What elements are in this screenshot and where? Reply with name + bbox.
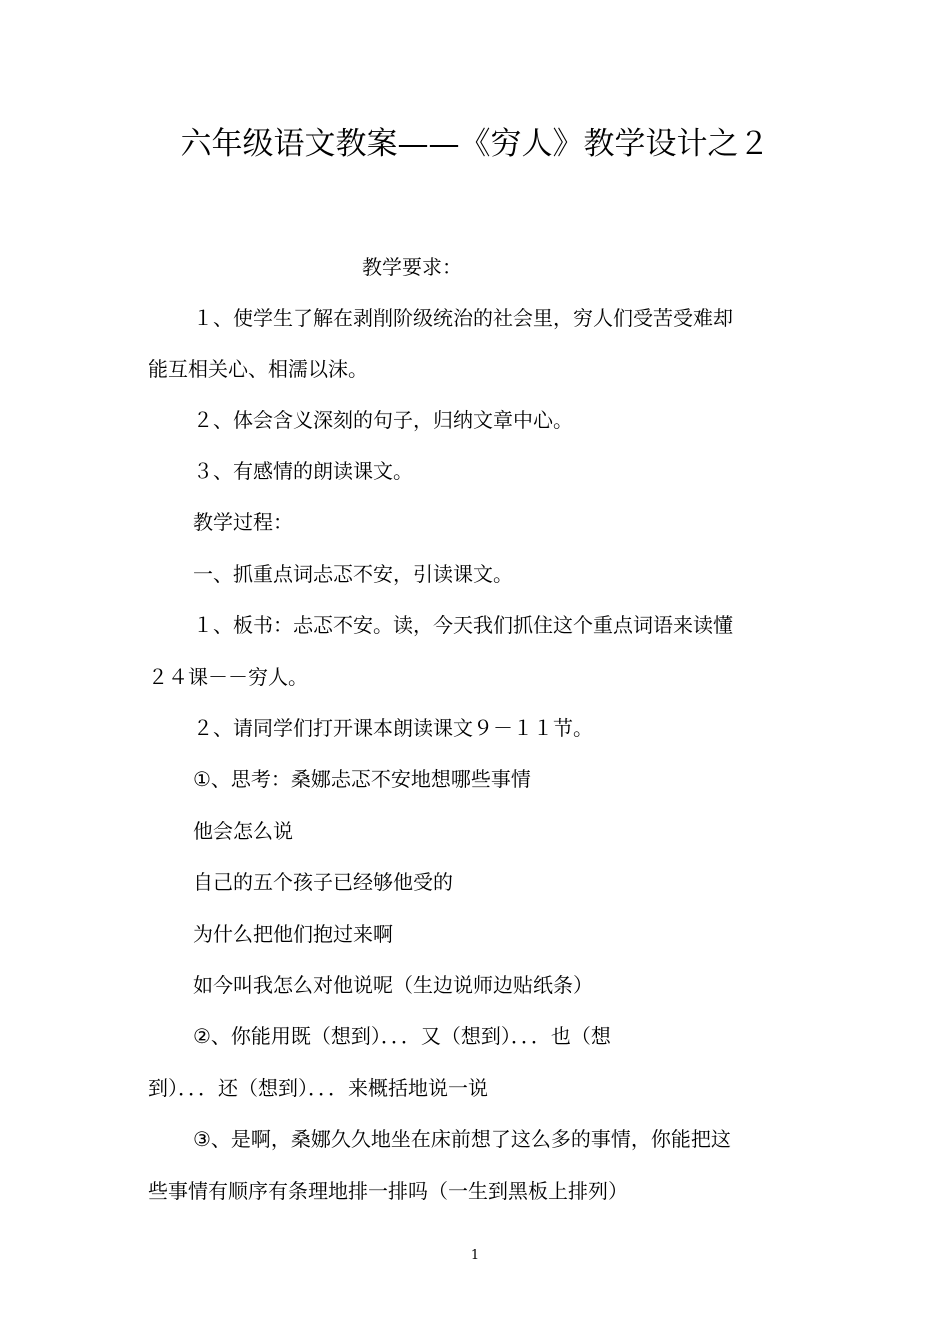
question-1-note-2: 自己的五个孩子已经够他受的	[193, 870, 453, 894]
question-1-note-1: 他会怎么说	[193, 819, 293, 843]
question-2-line-2: 到）．．．还（想到）．．．来概括地说一说	[148, 1076, 488, 1100]
process-step-1-line-1: １、板书：忐忑不安。读，今天我们抓住这个重点词语来读懂	[193, 613, 733, 637]
question-3-line-1: ③、是啊，桑娜久久地坐在床前想了这么多的事情，你能把这	[193, 1127, 731, 1151]
question-2-line-1: ②、你能用既（想到）．．．又（想到）．．．也（想	[193, 1024, 611, 1048]
requirement-3: ３、有感情的朗读课文。	[193, 459, 413, 483]
question-1: ①、思考：桑娜忐忑不安地想哪些事情	[193, 767, 531, 791]
question-1-note-3: 为什么把他们抱过来啊	[193, 922, 393, 946]
process-step-2: ２、请同学们打开课本朗读课文９－１１节。	[193, 716, 593, 740]
requirement-1-line-1: １、使学生了解在剥削阶级统治的社会里，穷人们受苦受难却	[193, 306, 733, 330]
page-number: 1	[470, 1248, 480, 1263]
requirement-1-line-2: 能互相关心、相濡以沫。	[148, 357, 368, 381]
question-1-note-4: 如今叫我怎么对他说呢（生边说师边贴纸条）	[193, 973, 593, 997]
teaching-process-heading: 教学过程：	[193, 510, 293, 534]
document-title: 六年级语文教案——《穷人》教学设计之２	[180, 126, 770, 162]
process-step-1-line-2: ２４课－－穷人。	[148, 665, 308, 689]
teaching-requirements-heading: 教学要求：	[362, 255, 462, 279]
process-section-1: 一、抓重点词忐忑不安，引读课文。	[193, 562, 513, 586]
requirement-2: ２、体会含义深刻的句子，归纳文章中心。	[193, 408, 573, 432]
question-3-line-2: 些事情有顺序有条理地排一排吗（一生到黑板上排列）	[148, 1179, 628, 1203]
